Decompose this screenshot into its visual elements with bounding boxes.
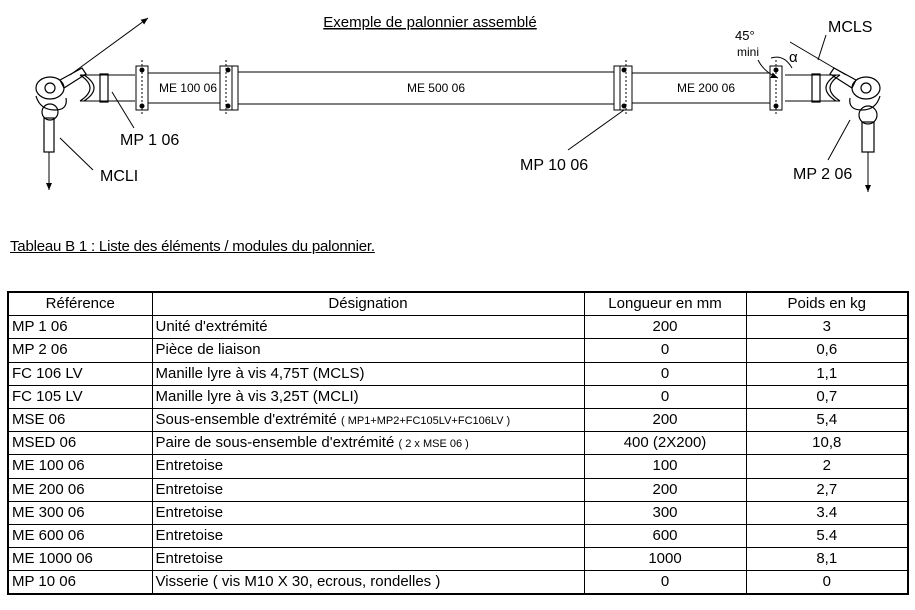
cell-designation <box>152 548 584 571</box>
label-alpha: α <box>789 49 798 66</box>
label-mp2: MP 2 06 <box>793 166 853 183</box>
cell-length: 0 <box>584 362 746 385</box>
designation-text: Entretoise <box>155 457 224 475</box>
cell-designation <box>152 385 584 408</box>
right-end-unit <box>812 68 880 152</box>
label-mp10: MP 10 06 <box>520 157 589 174</box>
cell-designation <box>152 316 584 339</box>
header-designation: Désignation <box>152 292 584 316</box>
table-row <box>8 362 908 385</box>
label-me200: ME 200 06 <box>676 81 736 95</box>
cell-length: 1000 <box>584 548 746 571</box>
cell-weight: 2 <box>746 455 908 478</box>
cell-reference: MSED 06 <box>8 432 152 455</box>
cell-designation <box>152 362 584 385</box>
label-angle-note: mini <box>737 45 760 59</box>
table-row <box>8 455 908 478</box>
cell-weight: 5.4 <box>746 524 908 547</box>
cell-designation <box>152 571 584 595</box>
table-row <box>8 478 908 501</box>
left-end-unit <box>36 68 108 152</box>
header-reference: Référence <box>8 292 152 316</box>
cell-reference: ME 1000 06 <box>8 548 152 571</box>
cell-reference: MP 10 06 <box>8 571 152 595</box>
label-me500: ME 500 06 <box>406 81 466 95</box>
cell-reference: MP 1 06 <box>8 316 152 339</box>
cell-length: 200 <box>584 478 746 501</box>
cell-length: 200 <box>584 316 746 339</box>
cell-reference: MP 2 06 <box>8 339 152 362</box>
cell-weight: 0,7 <box>746 385 908 408</box>
cell-length: 0 <box>584 385 746 408</box>
table-row <box>8 408 908 431</box>
table-header-row <box>8 292 908 316</box>
table-row <box>8 316 908 339</box>
cell-designation <box>152 408 584 431</box>
label-me100: ME 100 06 <box>158 81 218 95</box>
label-mcli: MCLI <box>100 168 139 185</box>
cell-weight: 5,4 <box>746 408 908 431</box>
cell-length: 300 <box>584 501 746 524</box>
label-angle-value: 45° <box>735 28 755 43</box>
cell-reference: ME 100 06 <box>8 455 152 478</box>
cell-reference: ME 200 06 <box>8 478 152 501</box>
cell-weight: 10,8 <box>746 432 908 455</box>
cell-length: 200 <box>584 408 746 431</box>
header-length: Longueur en mm <box>584 292 746 316</box>
cell-reference: FC 106 LV <box>8 362 152 385</box>
elements-table <box>7 291 909 595</box>
cell-weight: 3.4 <box>746 501 908 524</box>
cell-weight: 0,6 <box>746 339 908 362</box>
designation-note: ( MP1+MP2+FC105LV+FC106LV ) <box>340 414 511 427</box>
cell-designation <box>152 478 584 501</box>
cell-weight: 0 <box>746 571 908 595</box>
designation-text: Entretoise <box>155 526 224 544</box>
table-row <box>8 571 908 595</box>
designation-text: Visserie ( vis M10 X 30, ecrous, rondelles ) <box>155 573 441 591</box>
cell-designation <box>152 432 584 455</box>
label-mp1: MP 1 06 <box>120 132 180 149</box>
cell-length: 600 <box>584 524 746 547</box>
diagram-title: Exemple de palonnier assemblé <box>323 14 537 31</box>
designation-text: Entretoise <box>155 550 224 568</box>
spreader-beam-diagram <box>0 0 915 215</box>
cell-length: 0 <box>584 571 746 595</box>
designation-text: Manille lyre à vis 4,75T (MCLS) <box>155 364 365 382</box>
designation-text: Paire de sous-ensemble d'extrémité <box>155 433 395 451</box>
table-row <box>8 524 908 547</box>
header-weight: Poids en kg <box>746 292 908 316</box>
cell-weight: 3 <box>746 316 908 339</box>
cell-weight: 8,1 <box>746 548 908 571</box>
designation-text: Pièce de liaison <box>155 341 261 359</box>
cell-length: 400 (2X200) <box>584 432 746 455</box>
cell-length: 100 <box>584 455 746 478</box>
cell-reference: MSE 06 <box>8 408 152 431</box>
table-row <box>8 385 908 408</box>
cell-designation <box>152 501 584 524</box>
table-row <box>8 501 908 524</box>
cell-reference: ME 300 06 <box>8 501 152 524</box>
cell-reference: FC 105 LV <box>8 385 152 408</box>
table-row <box>8 548 908 571</box>
table-row <box>8 432 908 455</box>
cell-length: 0 <box>584 339 746 362</box>
cell-designation <box>152 455 584 478</box>
label-mcls: MCLS <box>828 19 873 36</box>
cell-weight: 2,7 <box>746 478 908 501</box>
cell-reference: ME 600 06 <box>8 524 152 547</box>
table-row <box>8 339 908 362</box>
designation-text: Sous-ensemble d'extrémité <box>155 410 337 428</box>
designation-text: Manille lyre à vis 3,25T (MCLI) <box>155 387 359 405</box>
designation-text: Entretoise <box>155 503 224 521</box>
cell-designation <box>152 339 584 362</box>
designation-note: ( 2 x MSE 06 ) <box>398 437 469 450</box>
cell-weight: 1,1 <box>746 362 908 385</box>
designation-text: Entretoise <box>155 480 224 498</box>
designation-text: Unité d'extrémité <box>155 318 268 336</box>
table-caption: Tableau B 1 : Liste des éléments / modules du palonnier. <box>10 238 375 255</box>
cell-designation <box>152 524 584 547</box>
